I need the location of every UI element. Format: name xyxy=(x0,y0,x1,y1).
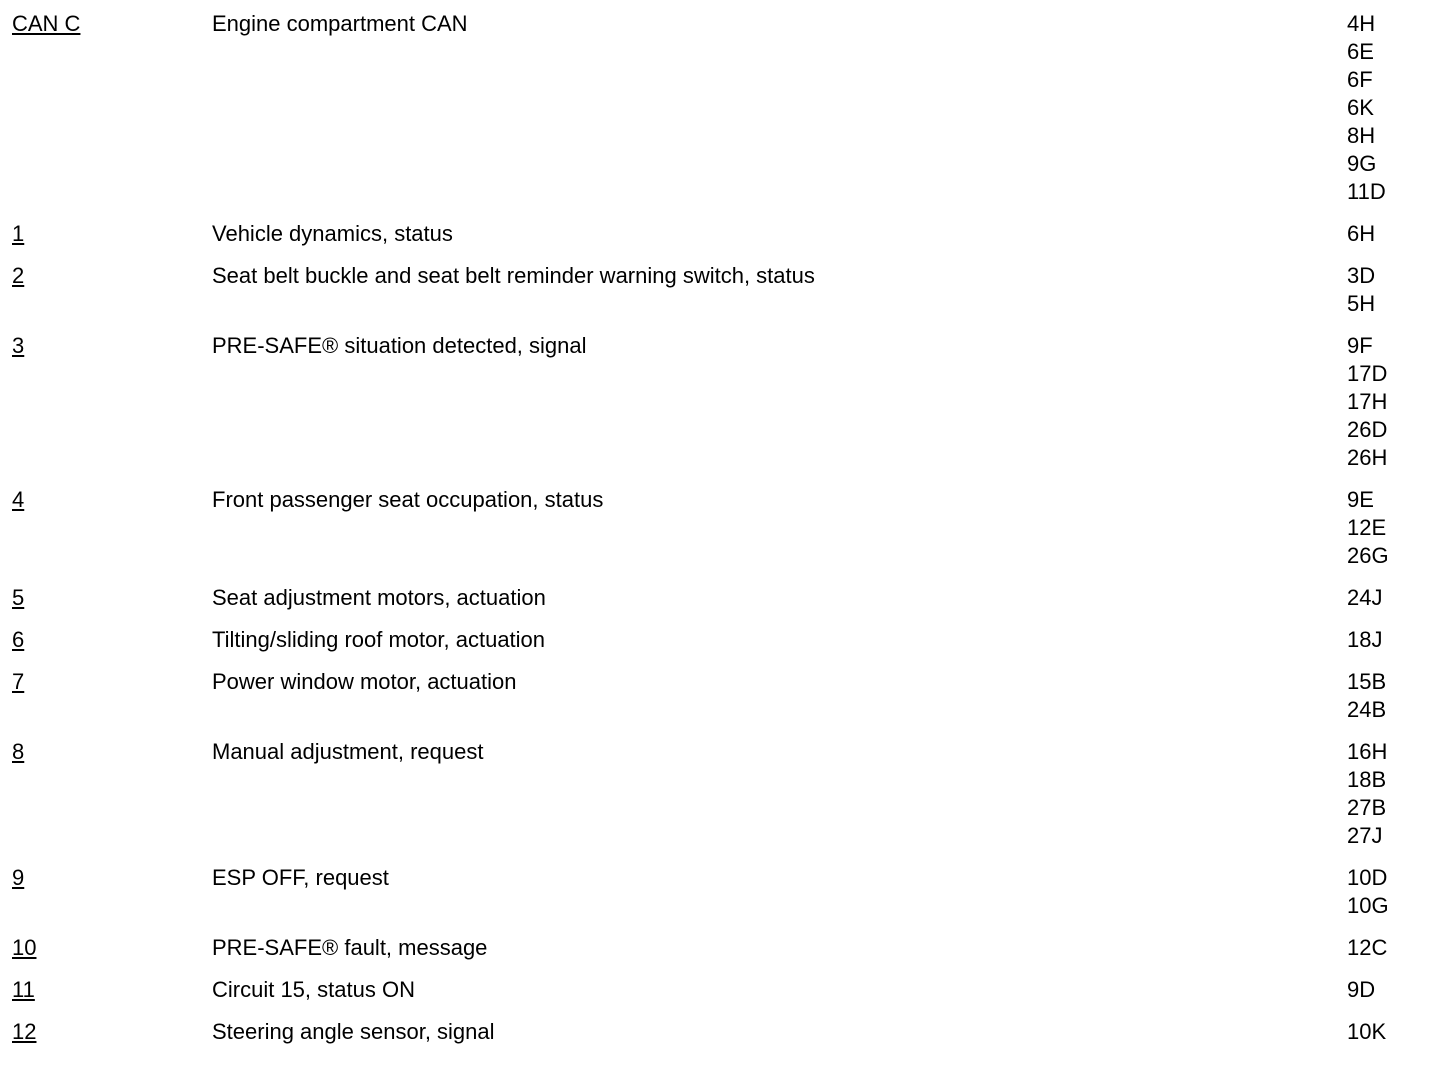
legend-description: Front passenger seat occupation, status xyxy=(212,487,604,512)
legend-row xyxy=(0,668,1440,724)
grid-reference-list xyxy=(1347,626,1440,654)
grid-reference: 27B xyxy=(1347,795,1387,820)
grid-reference: 8H xyxy=(1347,123,1376,148)
legend-row xyxy=(0,10,1440,206)
grid-reference: 12E xyxy=(1347,515,1387,540)
grid-reference: 9F xyxy=(1347,333,1373,358)
grid-reference-list xyxy=(1347,220,1440,248)
legend-code-link[interactable]: 9 xyxy=(12,865,25,890)
legend-code-link[interactable]: 10 xyxy=(12,935,37,960)
legend-code-link[interactable]: 6 xyxy=(12,627,25,652)
legend-code-link[interactable]: 5 xyxy=(12,585,25,610)
legend-row xyxy=(0,934,1440,962)
grid-reference: 6E xyxy=(1347,39,1374,64)
grid-reference: 10K xyxy=(1347,1019,1387,1044)
legend-description: Seat belt buckle and seat belt reminder warning switch, status xyxy=(212,263,815,288)
legend-description: Power window motor, actuation xyxy=(212,669,517,694)
legend-row xyxy=(0,220,1440,248)
grid-reference-list xyxy=(1347,584,1440,612)
grid-reference: 10D xyxy=(1347,865,1388,890)
grid-reference: 10G xyxy=(1347,893,1389,918)
legend-row xyxy=(0,486,1440,570)
grid-reference: 6H xyxy=(1347,221,1376,246)
legend-row xyxy=(0,976,1440,1004)
grid-reference: 4H xyxy=(1347,11,1376,36)
grid-reference: 17H xyxy=(1347,389,1388,414)
legend-code-link[interactable]: 3 xyxy=(12,333,25,358)
legend-row xyxy=(0,626,1440,654)
legend-description: Circuit 15, status ON xyxy=(212,977,415,1002)
legend-description: Tilting/sliding roof motor, actuation xyxy=(212,627,546,652)
legend-table xyxy=(0,10,1440,1060)
grid-reference-list xyxy=(1347,738,1440,850)
legend-description: Vehicle dynamics, status xyxy=(212,221,453,246)
grid-reference: 11D xyxy=(1347,179,1386,204)
legend-row xyxy=(0,864,1440,920)
legend-row xyxy=(0,738,1440,850)
legend-description: ESP OFF, request xyxy=(212,865,389,890)
legend-row xyxy=(0,584,1440,612)
grid-reference: 9D xyxy=(1347,977,1376,1002)
grid-reference: 26D xyxy=(1347,417,1388,442)
legend-code-link[interactable]: 1 xyxy=(12,221,25,246)
grid-reference: 9E xyxy=(1347,487,1374,512)
legend-description: PRE-SAFE® situation detected, signal xyxy=(212,333,587,358)
legend-code-link[interactable]: 4 xyxy=(12,487,25,512)
grid-reference: 3D xyxy=(1347,263,1376,288)
legend-code-link[interactable]: CAN C xyxy=(12,11,81,36)
legend-description: PRE-SAFE® fault, message xyxy=(212,935,488,960)
grid-reference-list xyxy=(1347,332,1440,472)
grid-reference-list xyxy=(1347,864,1440,920)
grid-reference: 27J xyxy=(1347,823,1383,848)
legend-row xyxy=(0,1018,1440,1046)
grid-reference: 18B xyxy=(1347,767,1387,792)
grid-reference: 6F xyxy=(1347,67,1373,92)
grid-reference-list xyxy=(1347,934,1440,962)
grid-reference: 24B xyxy=(1347,697,1387,722)
grid-reference: 24J xyxy=(1347,585,1383,610)
grid-reference-list xyxy=(1347,486,1440,570)
grid-reference: 18J xyxy=(1347,627,1383,652)
grid-reference: 12C xyxy=(1347,935,1388,960)
legend-description: Seat adjustment motors, actuation xyxy=(212,585,546,610)
legend-description: Engine compartment CAN xyxy=(212,11,468,36)
grid-reference-list xyxy=(1347,668,1440,724)
grid-reference: 6K xyxy=(1347,95,1374,120)
grid-reference-list xyxy=(1347,10,1440,206)
grid-reference: 16H xyxy=(1347,739,1388,764)
legend-code-link[interactable]: 8 xyxy=(12,739,25,764)
grid-reference-list xyxy=(1347,976,1440,1004)
grid-reference: 26H xyxy=(1347,445,1388,470)
legend-description: Steering angle sensor, signal xyxy=(212,1019,495,1044)
legend-row xyxy=(0,332,1440,472)
legend-description: Manual adjustment, request xyxy=(212,739,484,764)
grid-reference: 15B xyxy=(1347,669,1387,694)
grid-reference-list xyxy=(1347,262,1440,318)
grid-reference: 5H xyxy=(1347,291,1376,316)
legend-code-link[interactable]: 11 xyxy=(12,977,35,1002)
legend-code-link[interactable]: 2 xyxy=(12,263,25,288)
grid-reference: 17D xyxy=(1347,361,1388,386)
legend-code-link[interactable]: 7 xyxy=(12,669,25,694)
legend-row xyxy=(0,262,1440,318)
grid-reference-list xyxy=(1347,1018,1440,1046)
legend-code-link[interactable]: 12 xyxy=(12,1019,37,1044)
grid-reference: 26G xyxy=(1347,543,1389,568)
grid-reference: 9G xyxy=(1347,151,1377,176)
